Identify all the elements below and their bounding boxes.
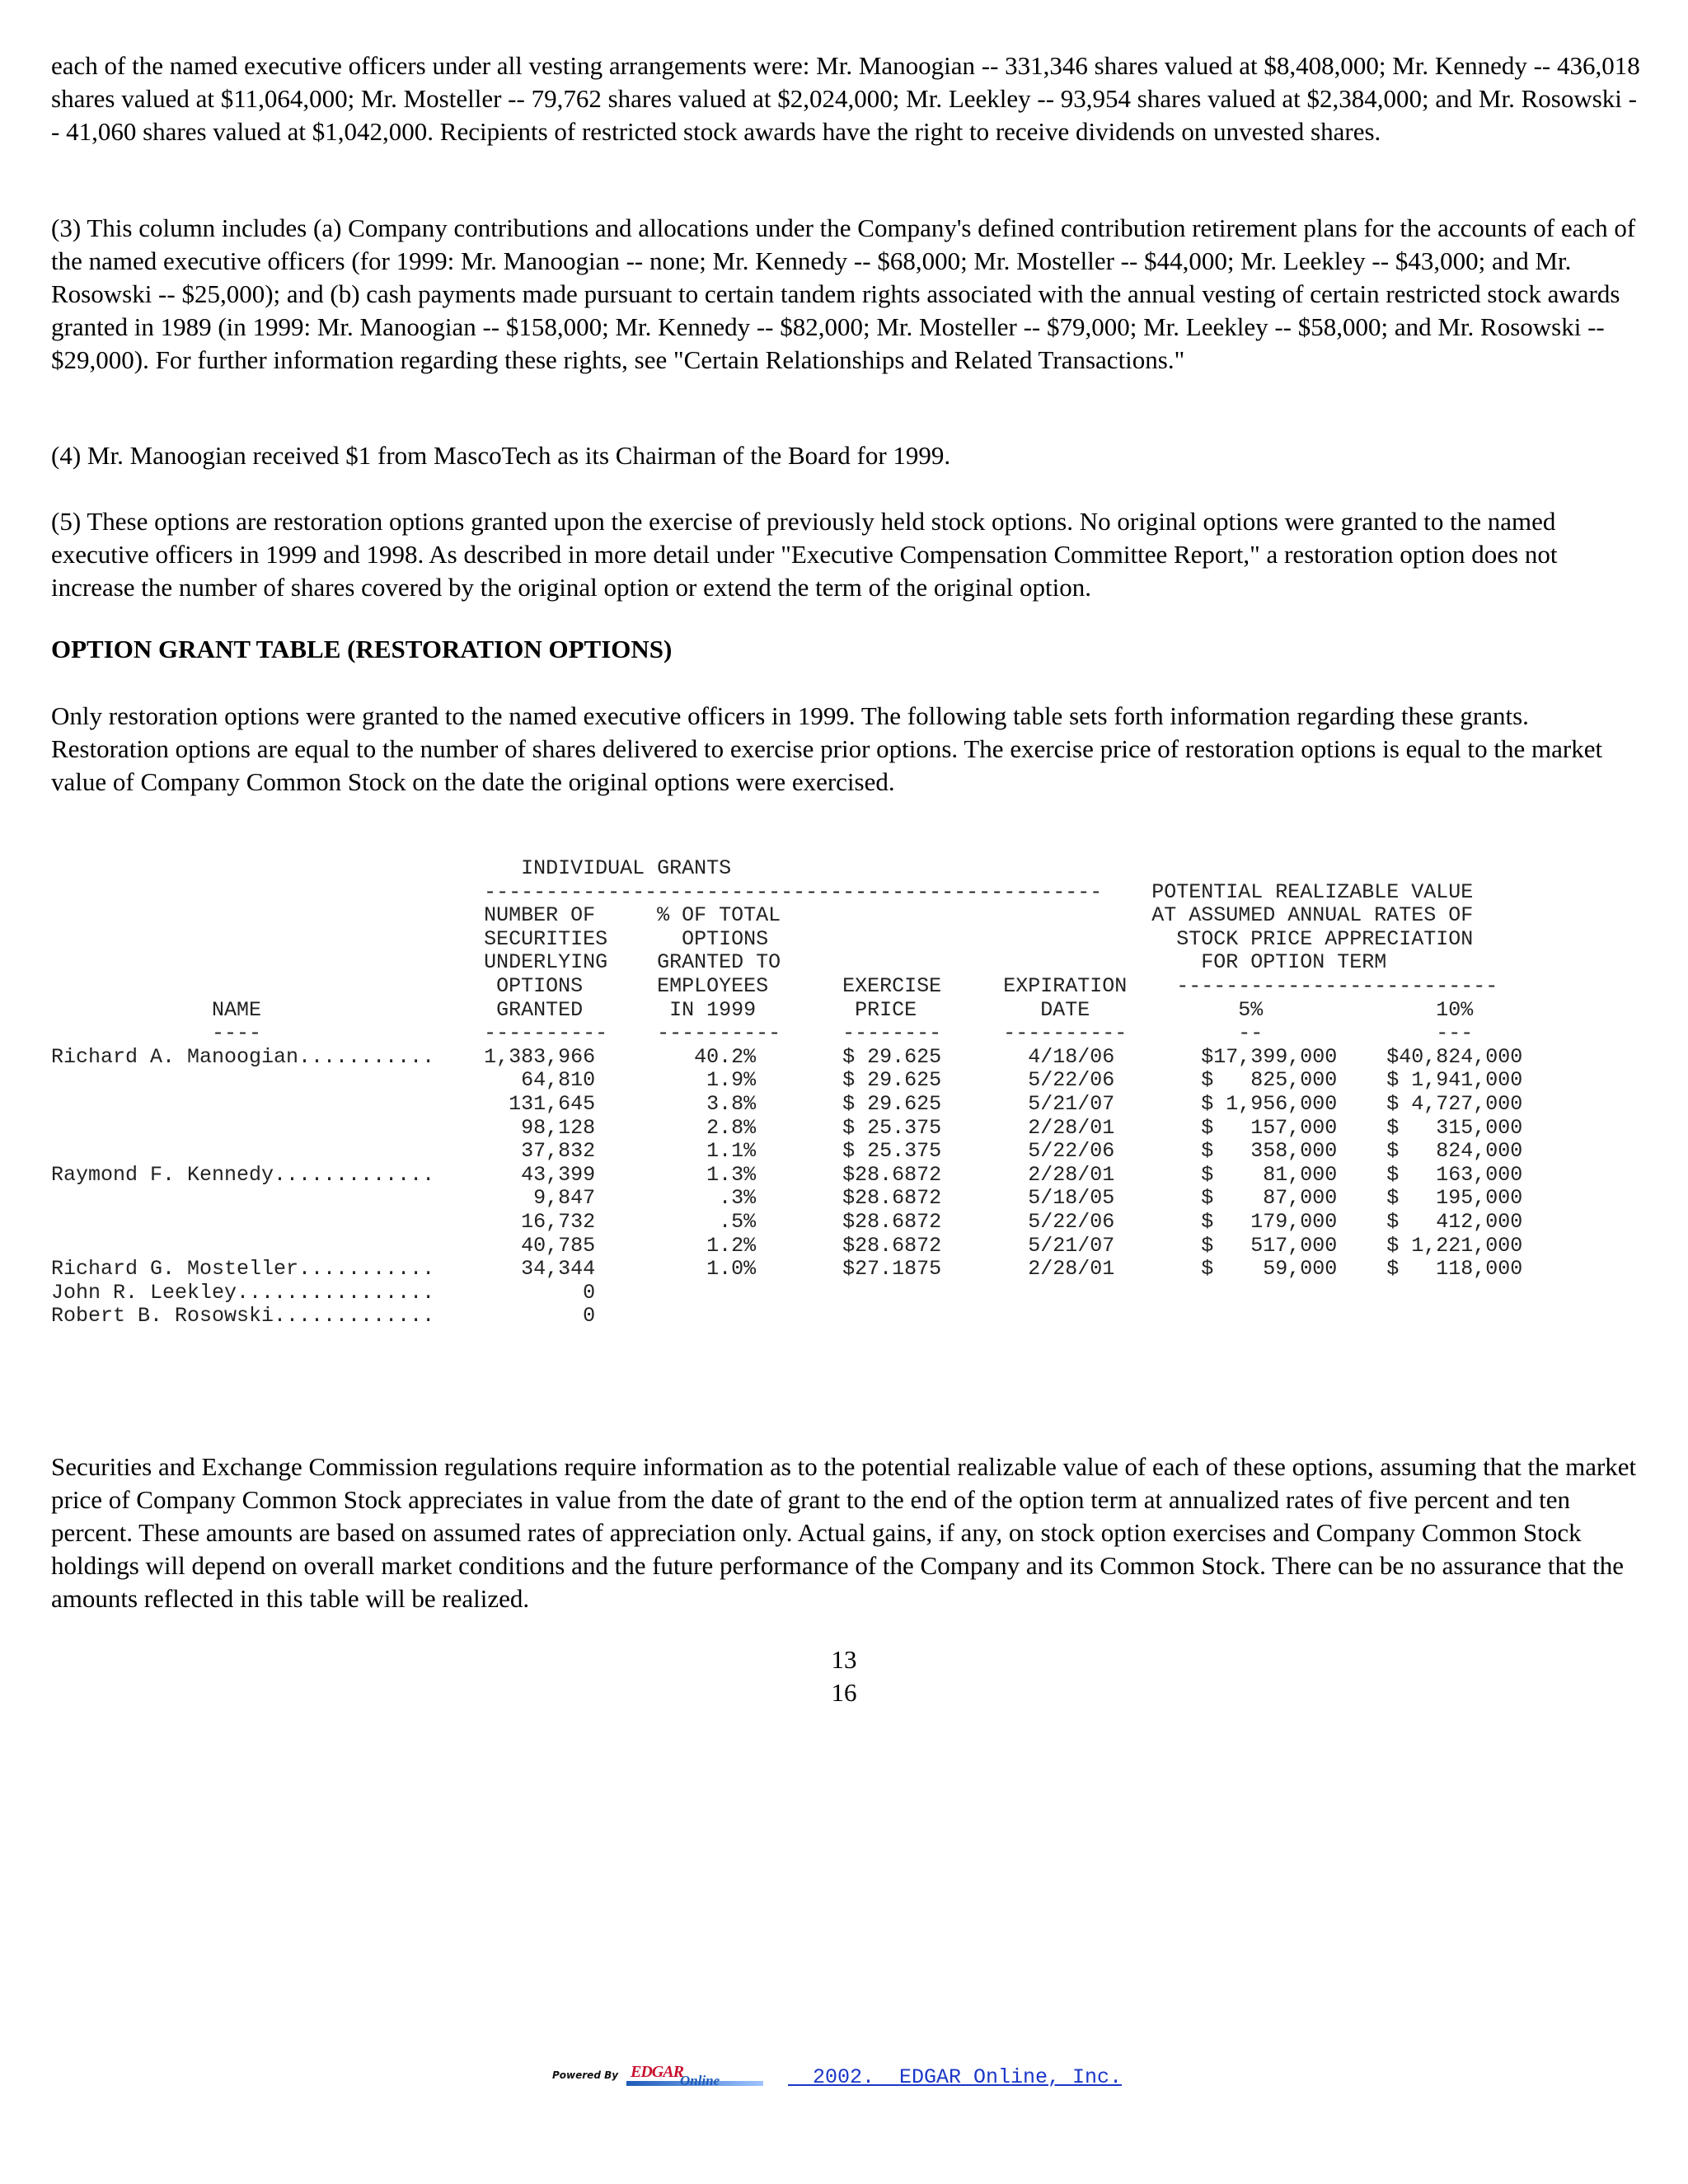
document-page-number: 16 — [831, 1678, 857, 1707]
footer — [552, 2060, 1122, 2093]
copyright-link[interactable]: 2002. EDGAR Online, Inc. — [788, 2064, 1123, 2089]
footnote-3: (3) This column includes (a) Company contributions and allocations under the Company's defined contribution retirement plans for the accounts of each of the named executive officers (for 1999: Mr. Manoogian -- none; Mr. Kennedy -- $68,000; Mr. Mosteller -- $44,000; Mr. Leekley -- $43,000; and Mr. Rosowski -- $25,000); and (b) cash payments made pursuant to certain tandem rights associated with the annual vesting of certain restricted stock awards granted in 1989 (in 1999: Mr. Manoogian -- $158,000; Mr. Kennedy -- $82,000; Mr. Mosteller -- $79,000; Mr. Leekley -- $58,000; and Mr. Rosowski -- $29,000). For further information regarding these rights, see "Certain Relationships and Related Transactions." — [51, 213, 1636, 374]
sec-regulations-paragraph: Securities and Exchange Commission regulations require information as to the potential realizable value of each of these options, assuming that the market price of Company Common Stock appreciates in value from the date of grant to the end of the option term at annualized rates of five percent and ten percent. These amounts are based on assumed rates of appreciation only. Actual gains, if any, on stock option exercises and Company Common Stock holdings will depend on overall market conditions and the future performance of the Company and its Common Stock. There can be no assurance that the amounts reflected in this table will be realized. — [51, 1452, 1637, 1613]
footnote-4: (4) Mr. Manoogian received $1 from MascoTech as its Chairman of the Board for 1999. — [51, 441, 951, 470]
page-number: 13 — [831, 1645, 857, 1674]
edgar-online-logo — [552, 2063, 763, 2091]
logo-online-text: Online — [680, 2073, 720, 2088]
footnote-5: (5) These options are restoration options granted upon the exercise of previously held stock options. No original options were granted to the named executive officers in 1999 and 1998. As described in more detail under "Executive Compensation Committee Report," a restoration option does not increase the number of shares covered by the original option or extend the term of the original option. — [51, 507, 1558, 602]
vesting-paragraph: each of the named executive officers under all vesting arrangements were: Mr. Manoogian -- 331,346 shares valued at $8,408,000; Mr. Kennedy -- 436,018 shares valued at $11,064,000; Mr. Mosteller -- 79,762 shares valued at $2,024,000; Mr. Leekley -- 93,954 shares valued at $2,384,000; and Mr. Rosowski -- 41,060 shares valued at $1,042,000. Recipients of restricted stock awards have the right to receive dividends on unvested shares. — [51, 51, 1640, 146]
option-grant-table: INDIVIDUAL GRANTS -------------------------------------------------- POTENTIAL REALIZABLE VALUE NUMBER OF % OF TOTAL AT ASSUMED ANNUAL RATES OF SECURITIES OPTIONS STOCK PRICE APPRECIATION UNDERLYING GRANTED TO FOR OPTION TERM OPTIONS EMPLOYEES EXERCISE EXPIRATION -------------------------- NAME GRANTED IN 1999 PRICE DATE 5% 10% ---- ---------- ---------- -------- ---------- -- --- Richard A. Manoogian........... 1,383,966 40.2% $ 29.625 4/18/06 $17,399,000 $40,824,000 64,810 1.9% $ 29.625 5/22/06 $ 825,000 $ 1,941,000 131,645 3.8% $ 29.625 5/21/07 $ 1,956,000 $ 4,727,000 98,128 2.8% $ 25.375 2/28/01 $ 157,000 $ 315,000 37,832 1.1% $ 25.375 5/22/06 $ 358,000 $ 824,000 Raymond F. Kennedy............. 43,399 1.3% $28.6872 2/28/01 $ 81,000 $ 163,000 9,847 .3% $28.6872 5/18/05 $ 87,000 $ 195,000 16,732 .5% $28.6872 5/22/06 $ 179,000 $ 412,000 40,785 1.2% $28.6872 5/21/07 $ 517,000 $ 1,221,000 Richard G. Mosteller........... 34,344 1.0% $27.1875 2/28/01 $ 59,000 $ 118,000 John R. Leekley................ 0 Robert B. Rosowski............. 0 — [51, 856, 1523, 1329]
option-grant-heading: OPTION GRANT TABLE (RESTORATION OPTIONS) — [51, 635, 673, 663]
powered-by-text: Powered By — [552, 2069, 619, 2081]
logo-edgar-text: EDGAR — [631, 2063, 683, 2081]
restoration-intro: Only restoration options were granted to the named executive officers in 1999. The following table sets forth information regarding these grants. Restoration options are equal to the number of shares delivered to exercise prior options. The exercise price of restoration options is equal to the market value of Company Common Stock on the date the original options were exercised. — [51, 701, 1603, 796]
